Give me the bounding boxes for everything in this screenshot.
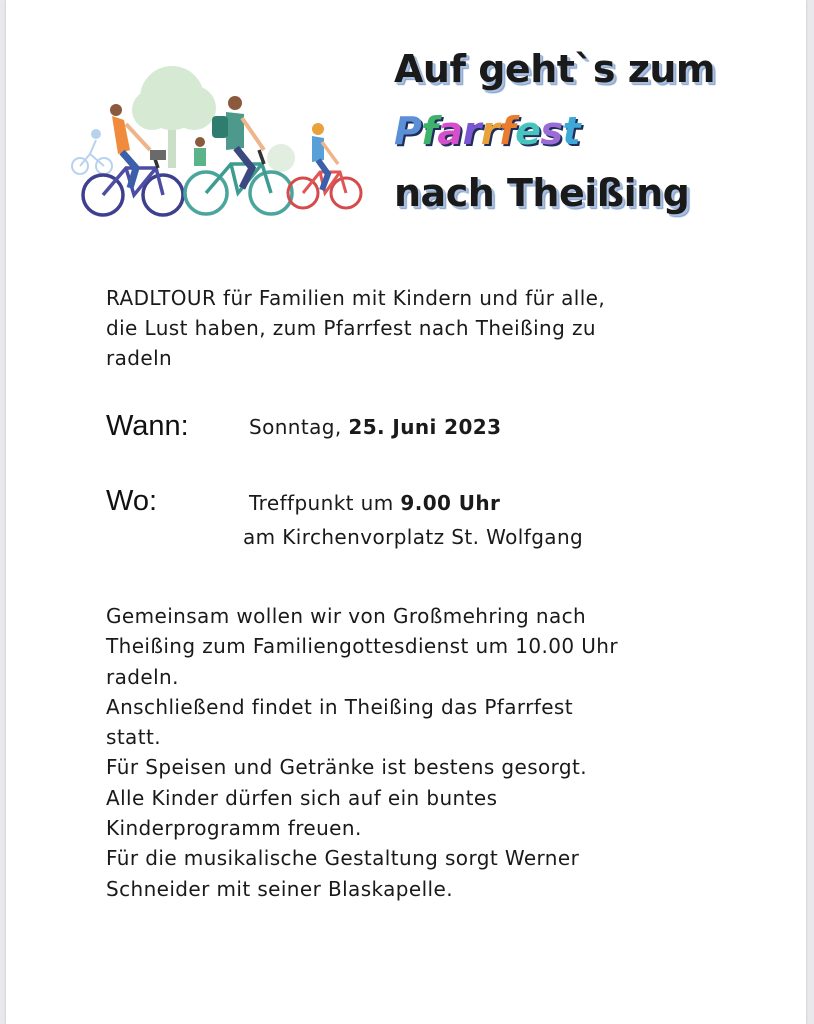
flyer-page: [6, 0, 806, 1024]
title-pfarrfest: [394, 100, 724, 162]
wann-prefix: Sonntag,: [249, 415, 342, 439]
details-line: Für die musikalische Gestaltung sorgt Werner: [106, 846, 580, 871]
wo-place: am Kirchenvorplatz St. Wolfgang: [243, 525, 584, 549]
title-letter: s: [540, 109, 563, 153]
intro-line: die Lust haben, zum Pfarrfest nach Theißing zu: [106, 316, 596, 340]
title-letter: f: [421, 109, 438, 153]
title-letter: a: [437, 109, 463, 153]
title-letter: r: [462, 109, 481, 153]
details-line: Anschließend findet in Theißing das Pfarrfest: [106, 694, 573, 719]
intro-paragraph: [106, 283, 726, 373]
details-line: Für Speisen und Getränke ist bestens gesorgt.: [106, 755, 588, 780]
title-letter: r: [480, 109, 500, 153]
title-letter: P: [394, 109, 422, 153]
family-cycling-illustration: [66, 58, 366, 228]
details-line: Kinderprogramm freuen.: [106, 816, 362, 841]
wann-label: Wann:: [106, 410, 189, 442]
details-line: statt.: [106, 725, 161, 750]
title-letter: f: [499, 109, 516, 153]
details-paragraph: [106, 601, 746, 904]
details-line: Schneider mit seiner Blaskapelle.: [106, 876, 453, 901]
details-line: Alle Kinder dürfen sich auf ein buntes: [106, 785, 498, 810]
title-line-3: nach Theißing: [394, 171, 690, 215]
wann-value: [249, 415, 501, 439]
details-line: Theißing zum Familiengottesdienst um 10.00 Uhr: [106, 634, 618, 659]
small-cyclist-icon: [72, 130, 112, 174]
title-letter: e: [515, 109, 541, 153]
wo-prefix: Treffpunkt um: [249, 491, 394, 515]
wo-label: Wo:: [106, 485, 158, 517]
title-line-1: Auf geht`s zum: [394, 47, 716, 91]
wo-meeting-time: [249, 491, 500, 515]
details-line: radeln.: [106, 664, 179, 689]
event-date: 25. Juni 2023: [348, 415, 502, 439]
details-line: Gemeinsam wollen wir von Großmehring nach: [106, 604, 587, 628]
intro-line: radeln: [106, 346, 173, 370]
title-letter: t: [562, 109, 581, 153]
meeting-time: 9.00 Uhr: [400, 491, 501, 515]
flyer-title: [394, 38, 724, 224]
intro-line: RADLTOUR für Familien mit Kindern und für alle,: [106, 286, 606, 310]
